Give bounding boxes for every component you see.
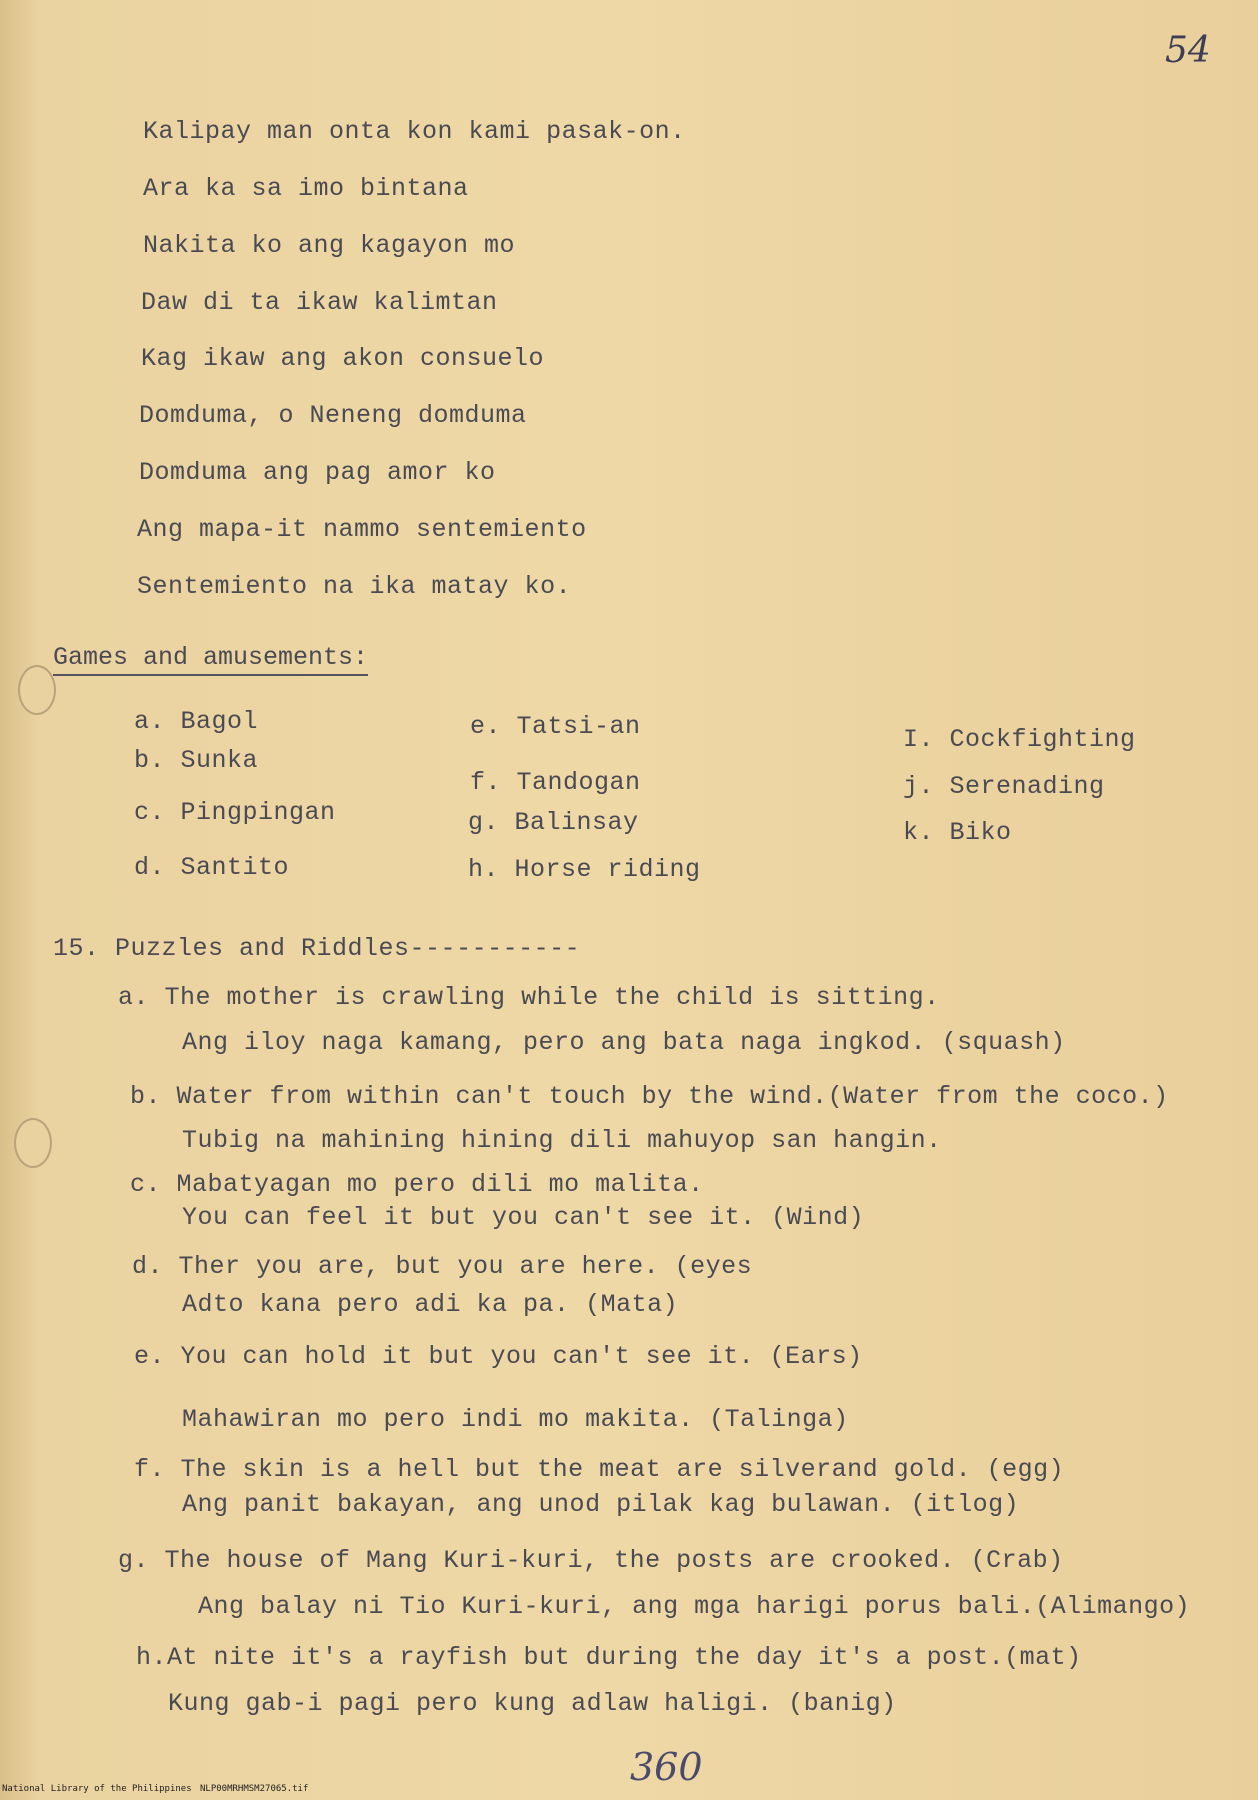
riddle-translation: Kung gab-i pagi pero kung adlaw haligi. (banig) [168, 1689, 897, 1718]
archive-stamp-number: 360 [630, 1745, 703, 1789]
game-item: a. Bagol [134, 707, 259, 736]
riddle-translation: Tubig na mahining hining dili mahuyop san hangin. [182, 1126, 942, 1155]
riddle-line: b. Water from within can't touch by the wind.(Water from the coco.) [130, 1082, 1169, 1111]
riddle-line: d. Ther you are, but you are here. (eyes [132, 1252, 753, 1281]
page-number: 54 [1165, 30, 1211, 71]
riddle-line: a. The mother is crawling while the child is sitting. [118, 983, 940, 1012]
game-item: g. Balinsay [468, 808, 639, 837]
game-item: k. Biko [903, 818, 1012, 847]
song-line: Ara ka sa imo bintana [143, 174, 469, 203]
song-line: Daw di ta ikaw kalimtan [141, 288, 498, 317]
song-line: Kalipay man onta kon kami pasak-on. [143, 117, 686, 146]
game-item: e. Tatsi-an [470, 712, 641, 741]
song-line: Sentemiento na ika matay ko. [137, 572, 572, 601]
song-line: Nakita ko ang kagayon mo [143, 231, 516, 260]
game-item: d. Santito [134, 853, 290, 882]
riddle-translation: Ang balay ni Tio Kuri-kuri, ang mga harigi porus bali.(Alimango) [198, 1592, 1191, 1621]
riddle-translation: Ang iloy naga kamang, pero ang bata naga ingkod. (squash) [182, 1028, 1066, 1057]
game-item: j. Serenading [903, 772, 1105, 801]
puzzles-heading: 15. Puzzles and Riddles----------- [53, 934, 581, 963]
game-item: I. Cockfighting [903, 725, 1136, 754]
binder-hole [18, 665, 56, 715]
game-item: c. Pingpingan [134, 798, 336, 827]
footer-library-name: National Library of the Philippines [2, 1784, 192, 1794]
riddle-translation: Ang panit bakayan, ang unod pilak kag bulawan. (itlog) [182, 1490, 1020, 1519]
riddle-line: f. The skin is a hell but the meat are silverand gold. (egg) [134, 1455, 1065, 1484]
game-item: h. Horse riding [468, 855, 701, 884]
riddle-line: c. Mabatyagan mo pero dili mo malita. [130, 1170, 704, 1199]
song-line: Kag ikaw ang akon consuelo [141, 344, 545, 373]
footer-file-code: NLP00MRHMSM27065.tif [200, 1784, 309, 1794]
riddle-translation: Mahawiran mo pero indi mo makita. (Talinga) [182, 1405, 849, 1434]
song-line: Domduma, o Neneng domduma [139, 401, 527, 430]
song-line: Ang mapa-it nammo sentemiento [137, 515, 587, 544]
riddle-line: g. The house of Mang Kuri-kuri, the posts are crooked. (Crab) [118, 1546, 1064, 1575]
games-heading: Games and amusements: [53, 643, 368, 676]
game-item: f. Tandogan [470, 768, 641, 797]
riddle-translation: You can feel it but you can't see it. (Wind) [182, 1203, 865, 1232]
riddle-line: e. You can hold it but you can't see it. (Ears) [134, 1342, 863, 1371]
game-item: b. Sunka [134, 746, 259, 775]
riddle-line: h.At nite it's a rayfish but during the day it's a post.(mat) [136, 1643, 1082, 1672]
riddle-translation: Adto kana pero adi ka pa. (Mata) [182, 1290, 679, 1319]
song-line: Domduma ang pag amor ko [139, 458, 496, 487]
binder-hole [14, 1118, 52, 1168]
